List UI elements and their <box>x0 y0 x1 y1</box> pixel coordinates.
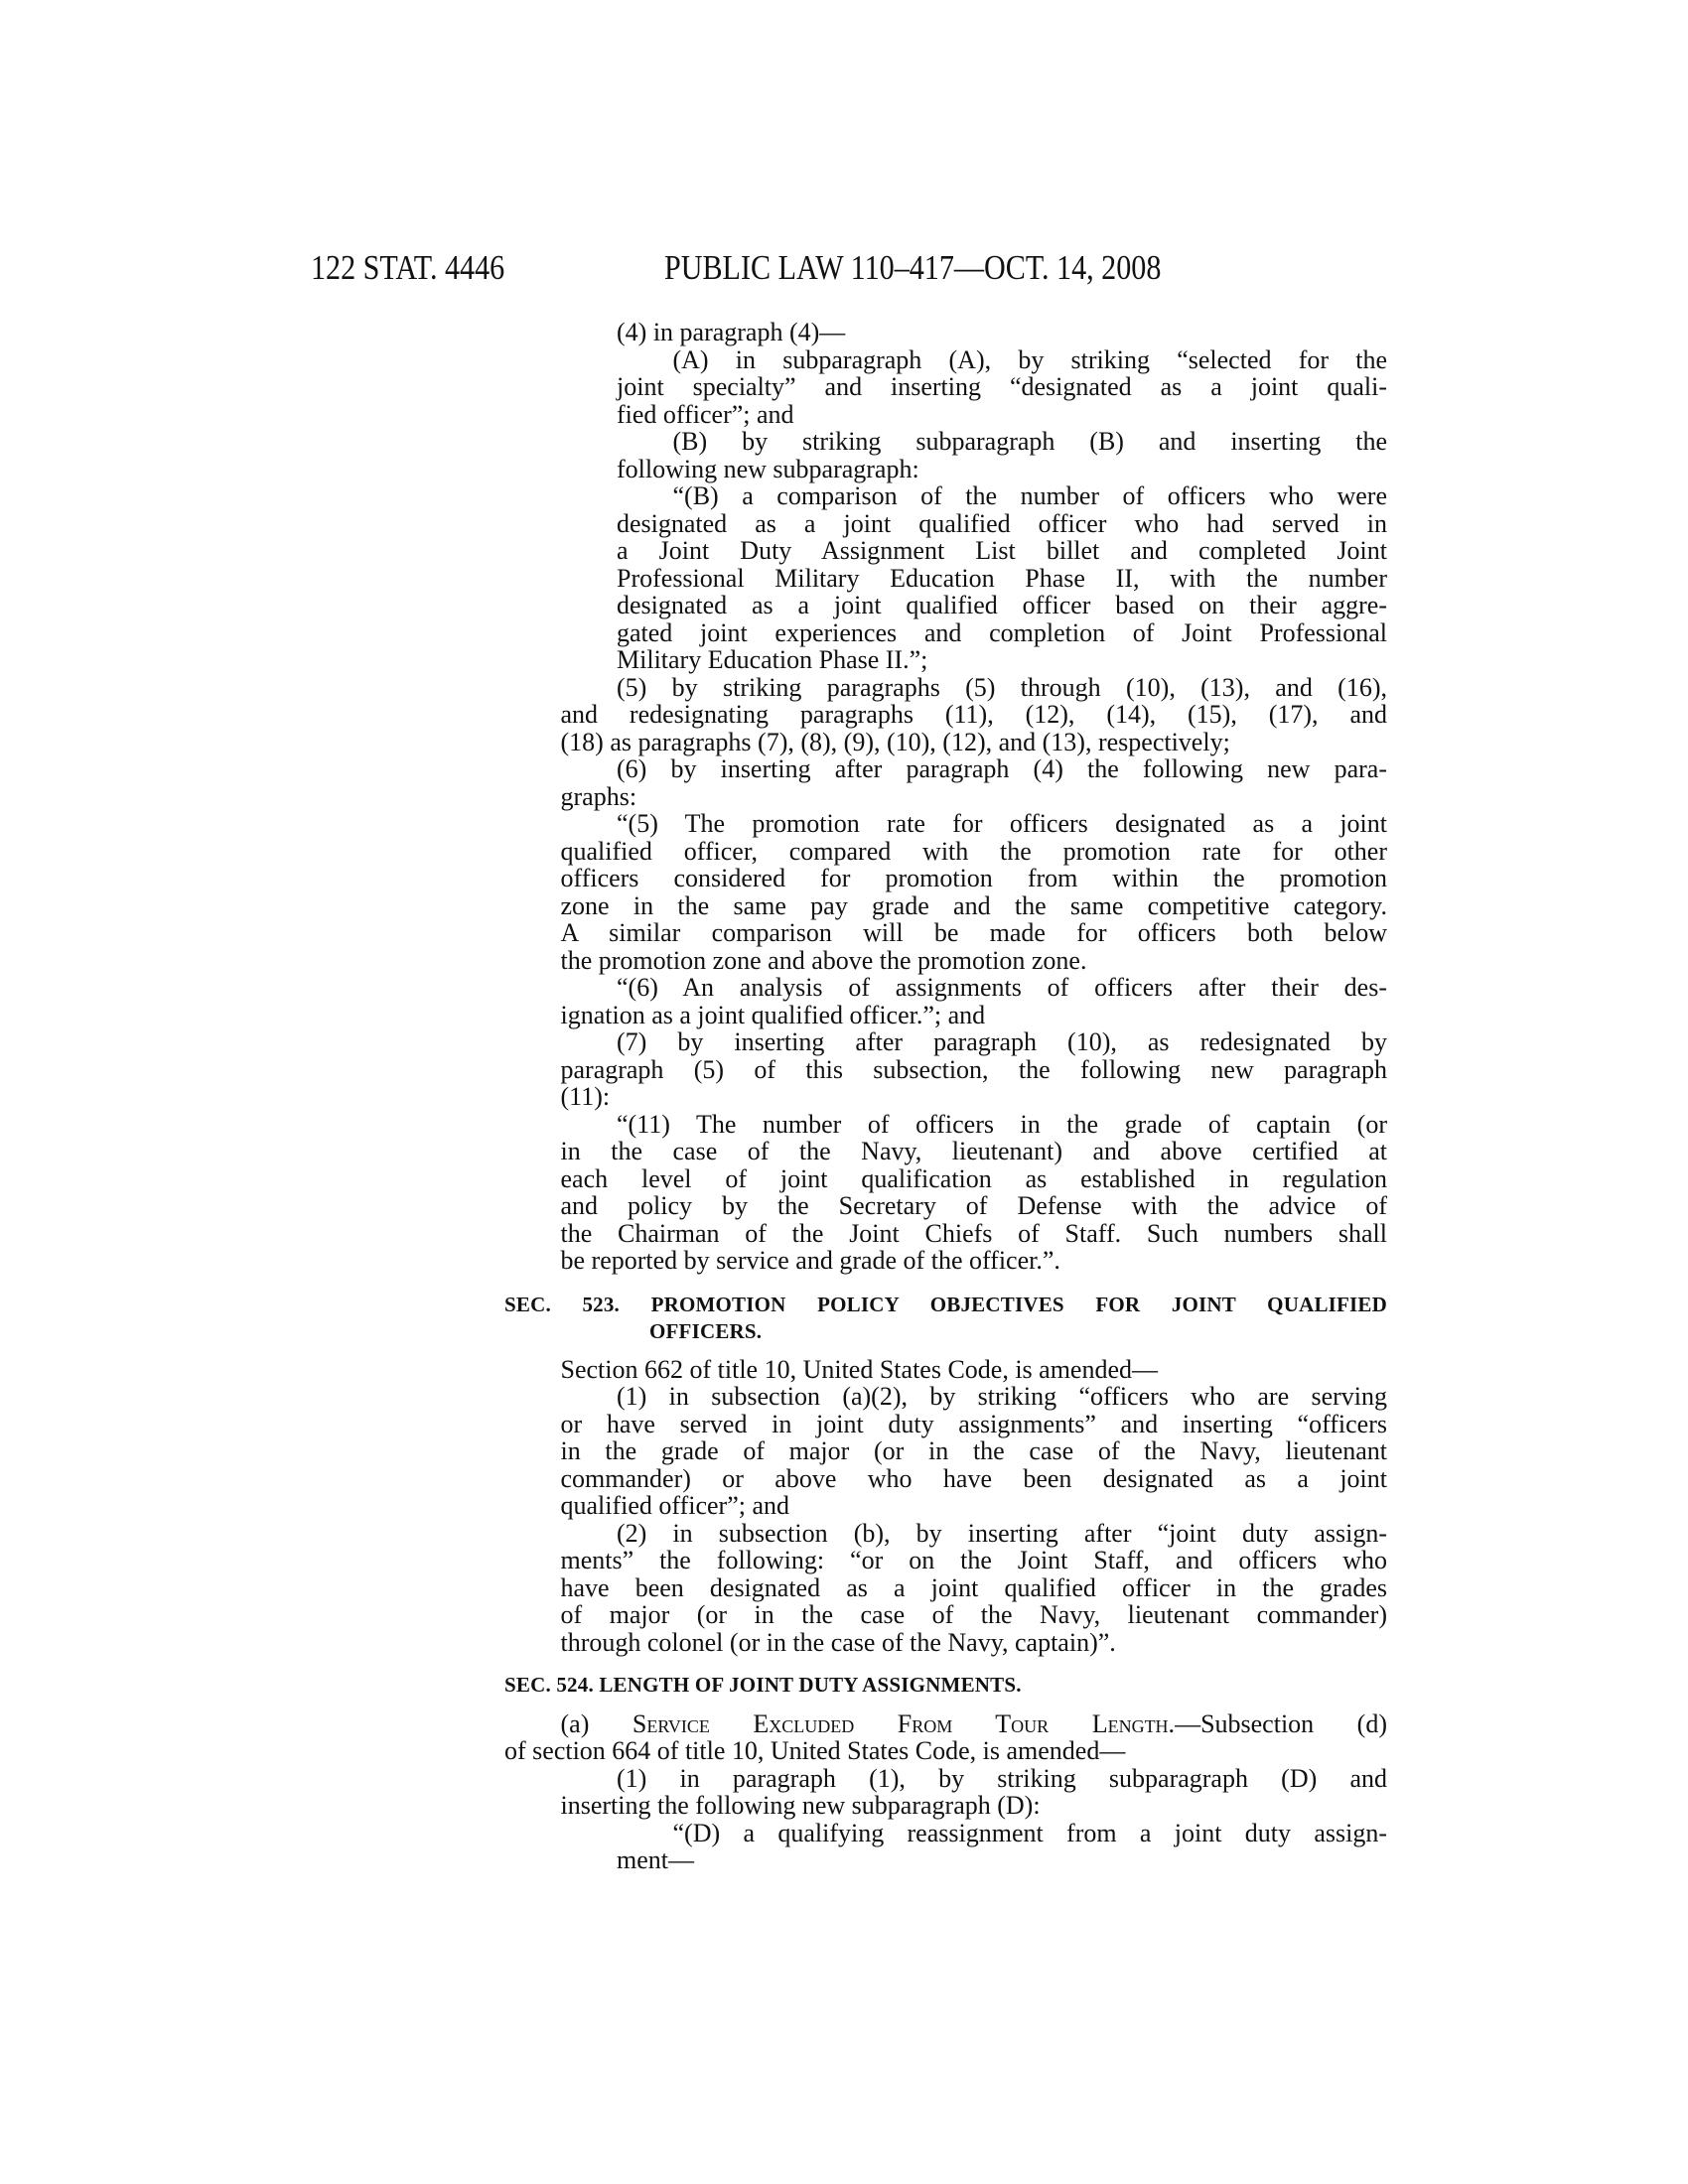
paragraph <box>504 1383 1387 1520</box>
paragraph <box>504 974 1387 1028</box>
section-heading-sec-523 <box>504 1292 1387 1346</box>
text-line: (18) as paragraphs (7), (8), (9), (10), (12), and (13), respectively; <box>560 727 1230 756</box>
page-stat-reference: 122 STAT. 4446 <box>311 248 505 287</box>
text-line: (A) in subparagraph (A), by striking “selected for the <box>672 344 1387 374</box>
text-line: qualified officer, compared with the promotion rate for other <box>560 836 1387 866</box>
paragraph <box>504 1520 1387 1657</box>
paragraph <box>504 346 1387 429</box>
subsection-caption: Service Excluded From Tour Length. <box>632 1708 1176 1738</box>
paragraph <box>504 319 1387 346</box>
text-line: ignation as a joint qualified officer.”; and <box>560 1000 986 1029</box>
text-line: in the case of the Navy, lieutenant) and above certified at <box>560 1137 1387 1165</box>
text-line: designated as a joint qualified officer based on their aggre- <box>617 591 1387 619</box>
text-line: designated as a joint qualified officer who had served in <box>617 508 1387 538</box>
text-line: in the grade of major (or in the case of the Navy, lieutenant <box>560 1436 1387 1465</box>
text-line: following new subparagraph: <box>617 454 919 483</box>
text-line: A similar comparison will be made for officers both below <box>560 918 1387 947</box>
text-line: of section 664 of title 10, United States Code, is amended— <box>504 1736 1126 1765</box>
text-line: joint specialty” and inserting “designated as a joint quali- <box>617 372 1387 401</box>
text-line: through colonel (or in the case of the Navy, captain)”. <box>560 1627 1116 1657</box>
text-line: ment— <box>617 1845 694 1874</box>
text-line: “(11) The number of officers in the grade of captain (or <box>617 1109 1387 1139</box>
heading-line: SEC. 523. PROMOTION POLICY OBJECTIVES FOR JOINT QUALIFIED <box>504 1292 1387 1316</box>
text-line: fied officer”; and <box>617 399 794 429</box>
paragraph <box>504 1111 1387 1275</box>
text-line: (B) by striking subparagraph (B) and inserting the <box>672 427 1387 456</box>
text-line: “(D) a qualifying reassignment from a joint duty assign- <box>672 1818 1387 1847</box>
text-line: of major (or in the case of the Navy, lieutenant commander) <box>560 1600 1387 1629</box>
text-line: or have served in joint duty assignments” and inserting “officers <box>560 1409 1387 1438</box>
text-line: the promotion zone and above the promotion zone. <box>560 945 1087 975</box>
text-line: Military Education Phase II.”; <box>617 645 928 674</box>
text-line: and policy by the Secretary of Defense with the advice of <box>560 1191 1387 1220</box>
text-line: Section 662 of title 10, United States Code, is amended— <box>560 1354 1159 1384</box>
text-line: (11): <box>560 1082 611 1111</box>
text-line: gated joint experiences and completion of Joint Professional <box>617 617 1387 647</box>
paragraph <box>504 1028 1387 1111</box>
text-line: inserting the following new subparagraph (D): <box>560 1791 1041 1820</box>
text-line <box>504 1710 1387 1738</box>
paragraph <box>504 1710 1387 1765</box>
text-line: “(5) The promotion rate for officers designated as a joint <box>617 809 1387 838</box>
heading-line: OFFICERS. <box>649 1319 763 1343</box>
paragraph <box>504 674 1387 756</box>
heading-line: SEC. 524. LENGTH OF JOINT DUTY ASSIGNMENTS. <box>504 1673 1022 1697</box>
text-line: qualified officer”; and <box>560 1491 790 1520</box>
text-line: (5) by striking paragraphs (5) through (10), (13), and (16), <box>617 672 1387 702</box>
text-segment: —Subsection (d) <box>1175 1708 1387 1738</box>
text-line: “(B) a comparison of the number of officers who were <box>672 481 1387 510</box>
text-line: (2) in subsection (b), by inserting after “joint duty assign- <box>617 1518 1387 1548</box>
text-line: be reported by service and grade of the officer.”. <box>560 1246 1060 1275</box>
section-heading-sec-524 <box>504 1672 1387 1700</box>
text-line: paragraph (5) of this subsection, the following new paragraph <box>560 1054 1387 1084</box>
paragraph <box>504 482 1387 674</box>
text-line: officers considered for promotion from within the promotion <box>560 864 1387 892</box>
text-line: the Chairman of the Joint Chiefs of Staff. Such numbers shall <box>560 1218 1387 1248</box>
text-line: a Joint Duty Assignment List billet and completed Joint <box>617 536 1387 565</box>
text-line: “(6) An analysis of assignments of officers after their des- <box>617 973 1387 1002</box>
text-line: and redesignating paragraphs (11), (12), (14), (15), (17), and <box>560 700 1387 729</box>
paragraph <box>504 1356 1387 1384</box>
text-line: (6) by inserting after paragraph (4) the following new para- <box>617 754 1387 783</box>
running-head-law-title: PUBLIC LAW 110–417—OCT. 14, 2008 <box>664 248 1162 287</box>
text-line: zone in the same pay grade and the same competitive category. <box>560 890 1387 920</box>
text-line: commander) or above who have been designated as a joint <box>560 1463 1387 1493</box>
text-line: Professional Military Education Phase II, with the number <box>617 563 1387 593</box>
text-line: ments” the following: “or on the Joint Staff, and officers who <box>560 1546 1387 1574</box>
paragraph <box>504 755 1387 810</box>
paragraph <box>504 810 1387 974</box>
text-line: (4) in paragraph (4)— <box>617 318 846 346</box>
text-line: each level of joint qualification as established in regulation <box>560 1163 1387 1193</box>
paragraph <box>504 1820 1387 1874</box>
paragraph <box>504 428 1387 482</box>
text-line: have been designated as a joint qualified officer in the grades <box>560 1572 1387 1602</box>
text-segment: (a) <box>560 1708 633 1738</box>
text-line: (1) in subsection (a)(2), by striking “officers who are serving <box>617 1382 1387 1411</box>
text-line: (7) by inserting after paragraph (10), as redesignated by <box>617 1027 1387 1056</box>
paragraph <box>504 1765 1387 1820</box>
text-line: (1) in paragraph (1), by striking subparagraph (D) and <box>617 1763 1387 1793</box>
text-line: graphs: <box>560 781 637 811</box>
document-body <box>504 319 1387 1874</box>
